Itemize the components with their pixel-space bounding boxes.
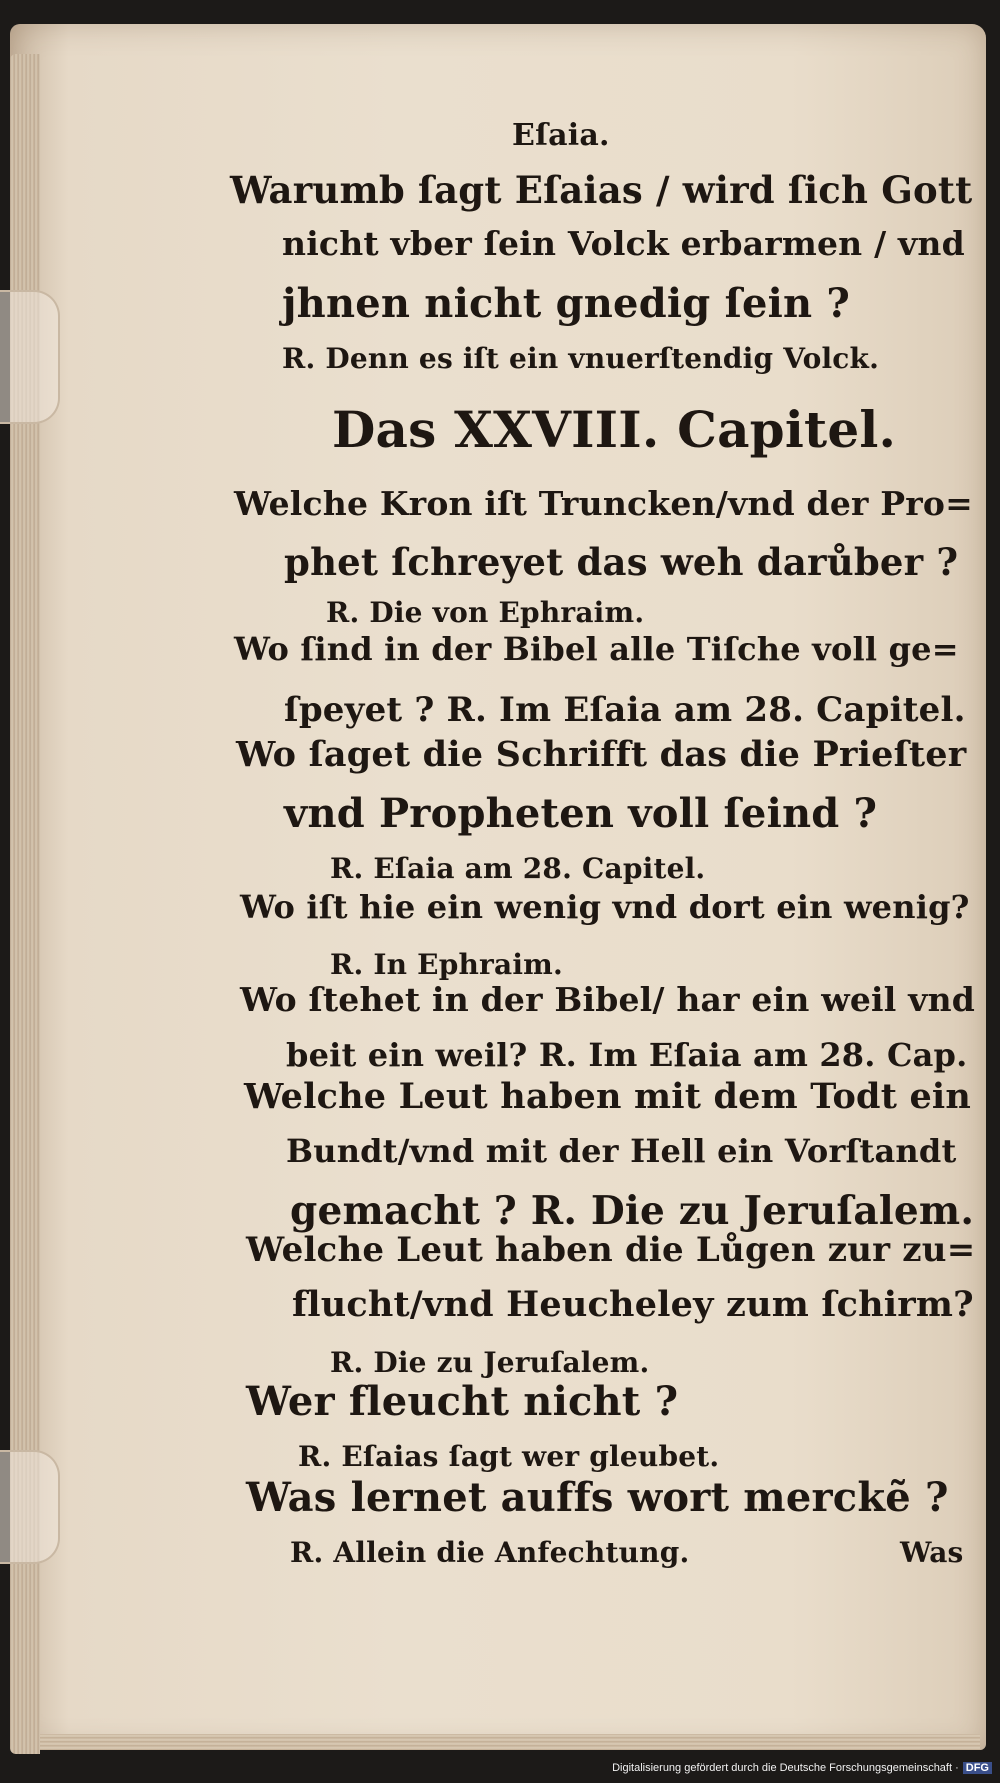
text-line: vnd Propheten voll ſeind ? xyxy=(284,790,878,837)
dfg-logo: DFG xyxy=(963,1762,992,1774)
answer-line: R. Die zu Jeruſalem. xyxy=(330,1346,650,1379)
answer-line: R. Die von Ephraim. xyxy=(326,596,645,629)
digitization-footer xyxy=(612,1757,992,1779)
text-line: jhnen nicht gnedig ſein ? xyxy=(282,280,851,327)
answer-line: R. In Ephraim. xyxy=(330,948,563,981)
chapter-heading: Das XXVIII. Capitel. xyxy=(332,400,897,459)
text-line: gemacht ? R. Die zu Jeruſalem. xyxy=(290,1188,975,1234)
text-line: Welche Kron iſt Truncken/vnd der Pro= xyxy=(234,484,973,523)
catchword: Was xyxy=(900,1536,964,1569)
text-line: Welche Leut haben mit dem Todt ein xyxy=(244,1076,972,1117)
text-line: beit ein weil? R. Im Eſaia am 28. Cap. xyxy=(286,1036,968,1074)
answer-line: R. Eſaias ſagt wer gleubet. xyxy=(298,1440,720,1473)
text-line: flucht/vnd Heucheley zum ſchirm? xyxy=(292,1284,974,1325)
text-line: Warumb ſagt Eſaias / wird ſich Gott xyxy=(230,168,973,212)
text-line: nicht vber ſein Volck erbarmen / vnd xyxy=(282,224,965,263)
answer-line: R. Denn es iſt ein vnuerſtendig Volck. xyxy=(282,342,880,375)
text-line: Welche Leut haben die Lůgen zur zu= xyxy=(246,1230,976,1270)
text-line: Wer fleucht nicht ? xyxy=(246,1378,679,1425)
running-head: Eſaia. xyxy=(512,118,610,153)
footer-text: Digitalisierung gefördert durch die Deutsche Forschungsgemeinschaft · xyxy=(612,1762,959,1774)
answer-line: R. Allein die Anfechtung. xyxy=(290,1536,690,1569)
text-line: ſpeyet ? R. Im Eſaia am 28. Capitel. xyxy=(284,690,966,730)
text-line: Wo ſtehet in der Bibel/ har ein weil vnd xyxy=(240,980,976,1019)
text-line: Bundt/vnd mit der Hell ein Vorſtandt xyxy=(286,1132,957,1170)
text-line: Was lernet auffs wort merckẽ ? xyxy=(246,1474,949,1521)
text-line: phet ſchreyet das weh darůber ? xyxy=(284,540,959,584)
answer-line: R. Eſaia am 28. Capitel. xyxy=(330,852,706,885)
text-line: Wo ſaget die Schrifft das die Prieſter xyxy=(236,734,967,775)
text-line: Wo ſind in der Bibel alle Tiſche voll ge= xyxy=(234,630,959,668)
text-line: Wo iſt hie ein wenig vnd dort ein wenig? xyxy=(240,888,970,926)
